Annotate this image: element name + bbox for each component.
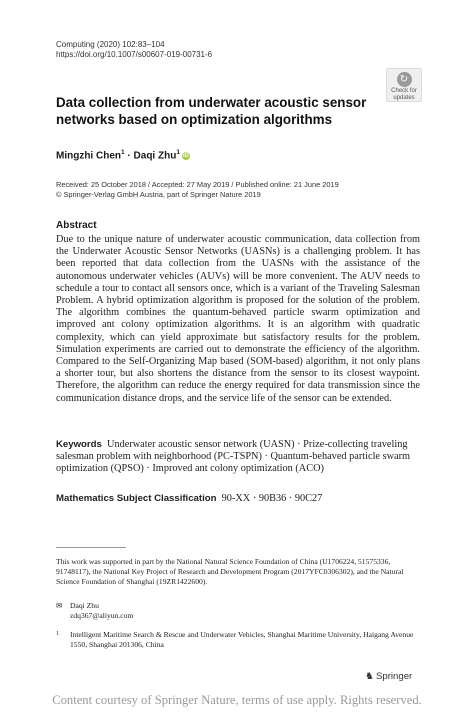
msc-codes: 90-XX · 90B36 · 90C27	[221, 493, 323, 504]
publication-dates	[56, 180, 339, 200]
journal-header	[56, 40, 212, 60]
author-separator: ·	[127, 150, 131, 162]
refresh-icon: ↻	[397, 72, 412, 87]
badge-line1: Check for	[391, 88, 417, 94]
orcid-icon[interactable]: iD	[182, 153, 189, 160]
affiliation-number: 1	[56, 631, 59, 637]
msc-label: Mathematics Subject Classification	[56, 493, 217, 504]
publisher-logo	[365, 671, 412, 682]
article-title: Data collection from underwater acoustic sensor networks based on optimization algorithms	[56, 95, 367, 127]
funding-note: This work was supported in part by the National Natural Science Foundation of China (U1706224, 51575336, 91748117), the National Key Project of Research and Development Program (2017YFC0306302), and the Natural Science Foundation of Shanghai (19ZR1422600).	[56, 557, 404, 586]
check-for-updates-badge[interactable]	[386, 68, 422, 102]
correspondence	[56, 601, 133, 621]
affiliation	[56, 630, 420, 650]
author-email[interactable]: zdq367@aliyun.com	[70, 611, 134, 620]
abstract-heading: Abstract	[56, 220, 97, 231]
copyright-line: © Springer-Verlag GmbH Austria, part of Springer Nature 2019	[56, 190, 261, 199]
doi-link[interactable]: https://doi.org/10.1007/s00607-019-00731-6	[56, 50, 213, 59]
author-name[interactable]: Daqi Zhu	[133, 150, 177, 162]
affiliation-marker: 1	[121, 149, 125, 156]
affiliation-marker: 1	[176, 149, 180, 156]
abstract-body: Due to the unique nature of underwater acoustic communication, data collection from the Underwater Acoustic Sensor Networks (UASNs) is a challenging problem. It has been reported that data collection from the UASNs with the assistance of the autonomous underwater vehicles (AUVs) will be more convenient. The AUV needs to schedule a tour to contact all sensors once, which is a variant of the Traveling Salesman Problem. A hybrid optimization algorithm is proposed for the solution of the problem. The algorithm combines the quantum-behaved particle swarm optimization and improved ant colony optimization algorithms. It is an algorithm with quadratic complexity, which can yield approximate but satisfactory results for the problem. Simulation experiments are carried out to demonstrate the efficiency of the algorithm. Compared to the Self-Organizing Map based (SOM-based) algorithm, it not only plans a shorter tour, but also shortens the distance from the sensor to its closest waypoint. Therefore, the algorithm can reduce the energy required for data transmission since the communication distance drops, and the service life of the sensor can be extended.	[56, 234, 420, 404]
keywords-section	[56, 439, 420, 476]
author-name[interactable]: Mingzhi Chen	[56, 150, 121, 162]
keywords-label: Keywords	[56, 439, 102, 450]
history-dates: Received: 25 October 2018 / Accepted: 27 May 2019 / Published online: 21 June 2019	[56, 180, 339, 189]
footnote-divider	[56, 547, 126, 548]
journal-citation: Computing (2020) 102:83–104	[56, 40, 165, 49]
badge-line2: updates	[393, 95, 415, 101]
affiliation-text: Intelligent Maritime Search & Rescue and Underwater Vehicles, Shanghai Maritime University, Haigang Avenue 1550, Shanghai 201306, China	[70, 630, 414, 649]
keywords-text: Underwater acoustic sensor network (UASN) · Prize-collecting traveling salesman problem with neighborhood (PC-TSPN) · Quantum-behaved particle swarm optimization (QPSO) · Improved ant colony optimization (ACO)	[56, 439, 411, 475]
corresponding-author: Daqi Zhu	[70, 601, 99, 610]
author-list	[56, 147, 190, 162]
springer-horse-icon: ♞	[365, 671, 374, 682]
msc-section	[56, 493, 420, 505]
publisher-name: Springer	[375, 671, 413, 682]
envelope-icon: ✉	[56, 601, 63, 610]
courtesy-footer: Content courtesy of Springer Nature, terms of use apply. Rights reserved.	[52, 693, 422, 707]
